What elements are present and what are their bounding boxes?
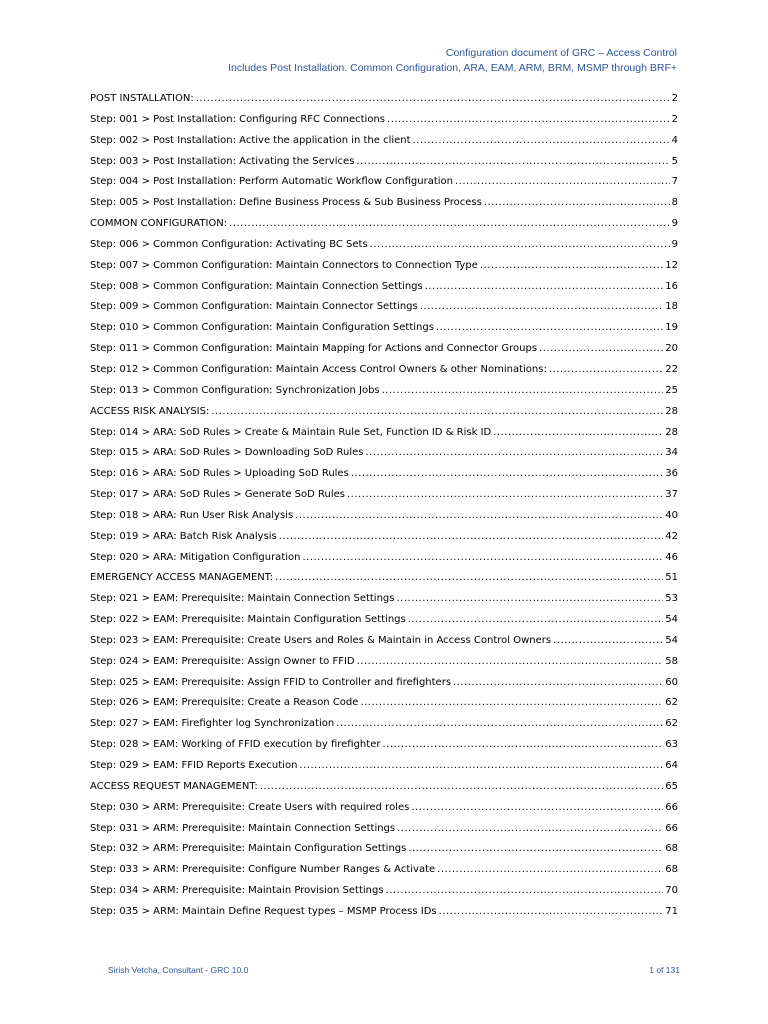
toc-entry-label: Step: 012 > Common Configuration: Maintain Access Control Owners & other Nominations: [90,363,547,375]
toc-dot-leader [370,239,670,250]
toc-dot-leader [411,802,663,813]
toc-entry-page: 34 [665,447,678,459]
toc-entry[interactable] [90,781,678,802]
toc-entry[interactable] [90,593,678,614]
toc-entry-page: 2 [671,113,678,125]
toc-entry-label: Step: 030 > ARM: Prerequisite: Create Users with required roles [90,801,410,813]
toc-entry-label: POST INSTALLATION: [90,93,194,104]
toc-entry[interactable] [90,906,678,927]
toc-dot-leader [408,843,663,854]
toc-entry-page: 60 [665,676,678,688]
toc-entry[interactable] [90,260,678,281]
toc-entry-label: Step: 009 > Common Configuration: Maintain Connector Settings [90,301,418,313]
toc-entry-page: 19 [665,322,678,334]
toc-dot-leader [386,885,664,896]
toc-entry-page: 68 [665,843,678,855]
toc-entry-page: 40 [665,509,678,521]
toc-dot-leader [408,614,664,625]
toc-entry-page: 9 [671,218,678,230]
header-subtitle: Includes Post Installation. Common Configuration, ARA, EAM, ARM, BRM, MSMP through BRF+ [228,62,677,74]
toc-entry-page: 66 [665,801,678,813]
toc-entry[interactable] [90,572,678,593]
footer-author: Sirish Vetcha, Consultant - GRC 10.0 [108,965,249,975]
toc-entry-label: Step: 002 > Post Installation: Active the application in the client [90,134,411,146]
toc-dot-leader [211,406,663,417]
toc-dot-leader [453,677,663,688]
toc-dot-leader [357,656,664,667]
toc-dot-leader [356,156,669,167]
toc-entry-label: Step: 015 > ARA: SoD Rules > Downloading SoD Rules [90,447,364,459]
toc-entry[interactable] [90,364,678,385]
toc-entry-label: Step: 019 > ARA: Batch Risk Analysis [90,530,277,542]
toc-entry-label: Step: 018 > ARA: Run User Risk Analysis [90,509,294,521]
toc-entry[interactable] [90,885,678,906]
toc-dot-leader [360,697,663,708]
toc-entry-label: Step: 027 > EAM: Firefighter log Synchronization [90,718,335,730]
toc-entry-label: EMERGENCY ACCESS MANAGEMENT: [90,572,274,584]
toc-entry-label: Step: 020 > ARA: Mitigation Configuration [90,551,301,563]
toc-entry[interactable] [90,281,678,302]
toc-entry-page: 68 [665,864,678,876]
page-footer [108,965,680,975]
toc-entry-label: Step: 032 > ARM: Prerequisite: Maintain Configuration Settings [90,843,407,855]
toc-entry-label: Step: 028 > EAM: Working of FFID execution by firefighter [90,739,381,751]
toc-entry-page: 70 [665,885,678,897]
toc-dot-leader [299,760,663,771]
toc-entry[interactable] [90,718,678,739]
toc-entry-label: COMMON CONFIGURATION: [90,218,228,230]
toc-entry-label: Step: 025 > EAM: Prerequisite: Assign FFID to Controller and firefighters [90,676,452,688]
toc-entry-label: Step: 021 > EAM: Prerequisite: Maintain Connection Settings [90,593,395,605]
toc-entry-page: 28 [665,405,678,417]
footer-page-number: 1 of 131 [649,965,680,975]
toc-dot-leader [382,739,663,750]
toc-dot-leader [302,552,663,563]
toc-entry[interactable] [90,802,678,823]
toc-dot-leader [396,593,663,604]
toc-dot-leader [413,135,670,146]
toc-entry-page: 58 [665,655,678,667]
toc-entry-page: 51 [665,572,678,584]
toc-entry[interactable] [90,93,678,114]
toc-entry-label: Step: 024 > EAM: Prerequisite: Assign Owner to FFID [90,655,355,667]
toc-entry-page: 9 [671,238,678,250]
toc-entry-label: Step: 016 > ARA: SoD Rules > Uploading SoD Rules [90,468,349,480]
toc-entry[interactable] [90,427,678,448]
toc-entry-label: Step: 010 > Common Configuration: Maintain Configuration Settings [90,322,434,334]
toc-entry-page: 16 [665,280,678,292]
toc-dot-leader [387,114,670,125]
toc-entry-page: 12 [665,259,678,271]
toc-dot-leader [295,510,663,521]
toc-entry-page: 46 [665,551,678,563]
toc-entry-label: Step: 011 > Common Configuration: Maintain Mapping for Actions and Connector Groups [90,343,538,355]
toc-entry[interactable] [90,823,678,844]
toc-entry-label: Step: 035 > ARM: Maintain Define Request types – MSMP Process IDs [90,905,437,917]
toc-entry[interactable] [90,385,678,406]
toc-entry-label: Step: 003 > Post Installation: Activating the Services [90,155,355,167]
toc-entry[interactable] [90,239,678,260]
toc-entry[interactable] [90,176,678,197]
toc-entry[interactable] [90,531,678,552]
toc-entry-page: 62 [665,718,678,730]
toc-entry[interactable] [90,301,678,322]
toc-dot-leader [260,781,664,792]
table-of-contents [90,93,678,927]
toc-entry[interactable] [90,677,678,698]
toc-entry-label: Step: 026 > EAM: Prerequisite: Create a Reason Code [90,697,359,709]
toc-entry-page: 20 [665,343,678,355]
toc-entry[interactable] [90,406,678,427]
toc-entry-page: 4 [671,134,678,146]
toc-entry-label: Step: 017 > ARA: SoD Rules > Generate SoD Rules [90,489,345,501]
toc-entry-label: Step: 029 > EAM: FFID Reports Execution [90,760,298,771]
toc-entry[interactable] [90,156,678,177]
toc-entry-label: Step: 006 > Common Configuration: Activating BC Sets [90,238,368,250]
toc-entry[interactable] [90,635,678,656]
toc-entry[interactable] [90,489,678,510]
toc-entry-label: Step: 031 > ARM: Prerequisite: Maintain Connection Settings [90,822,396,834]
toc-dot-leader [437,864,663,875]
toc-entry-page: 22 [665,363,678,375]
toc-entry[interactable] [90,468,678,489]
toc-entry[interactable] [90,343,678,364]
toc-dot-leader [336,718,663,729]
toc-entry-page: 71 [665,905,678,917]
toc-entry[interactable] [90,697,678,718]
toc-entry-label: Step: 004 > Post Installation: Perform Automatic Workflow Configuration [90,176,453,188]
toc-entry-label: Step: 007 > Common Configuration: Maintain Connectors to Connection Type [90,259,478,271]
page-header [228,46,677,76]
toc-entry-page: 37 [665,489,678,501]
toc-dot-leader [455,176,670,187]
toc-dot-leader [397,823,663,834]
toc-entry-page: 8 [671,197,678,209]
toc-entry-page: 64 [665,760,678,771]
toc-entry-label: Step: 022 > EAM: Prerequisite: Maintain Configuration Settings [90,614,406,626]
toc-dot-leader [275,572,663,583]
toc-dot-leader [420,301,664,312]
toc-entry[interactable] [90,864,678,885]
toc-entry[interactable] [90,656,678,677]
toc-entry-page: 36 [665,468,678,480]
toc-entry-label: Step: 033 > ARM: Prerequisite: Configure Number Ranges & Activate [90,864,436,876]
toc-dot-leader [365,447,663,458]
toc-entry-label: Step: 034 > ARM: Prerequisite: Maintain Provision Settings [90,885,384,897]
toc-entry-page: 65 [665,780,678,792]
toc-dot-leader [229,218,669,229]
toc-entry[interactable] [90,739,678,760]
toc-entry[interactable] [90,552,678,573]
toc-entry-page: 18 [665,301,678,313]
toc-entry[interactable] [90,322,678,343]
toc-entry-label: Step: 008 > Common Configuration: Maintain Connection Settings [90,280,423,292]
toc-entry-page: 25 [665,384,678,396]
toc-entry-page: 66 [665,822,678,834]
toc-dot-leader [279,531,663,542]
toc-entry-page: 53 [665,593,678,605]
toc-entry-label: Step: 005 > Post Installation: Define Business Process & Sub Business Process [90,197,482,209]
toc-entry-page: 2 [671,93,678,104]
toc-entry-page: 7 [671,176,678,188]
toc-dot-leader [196,93,670,104]
toc-entry[interactable] [90,760,678,781]
toc-entry-page: 62 [665,697,678,709]
toc-dot-leader [553,635,663,646]
toc-dot-leader [539,343,663,354]
toc-entry-label: Step: 001 > Post Installation: Configuring RFC Connections [90,113,386,125]
toc-entry[interactable] [90,135,678,156]
toc-entry-label: Step: 013 > Common Configuration: Synchronization Jobs [90,384,380,396]
toc-dot-leader [439,906,664,917]
toc-entry-page: 28 [665,426,678,438]
toc-dot-leader [484,197,670,208]
toc-entry-page: 54 [665,634,678,646]
toc-entry[interactable] [90,843,678,864]
toc-entry-label: ACCESS RISK ANALYSIS: [90,405,210,417]
toc-entry[interactable] [90,197,678,218]
toc-entry-label: ACCESS REQUEST MANAGEMENT: [90,780,258,792]
toc-dot-leader [549,364,663,375]
header-title: Configuration document of GRC – Access Control [445,47,677,59]
toc-entry-page: 5 [671,155,678,167]
toc-dot-leader [436,322,663,333]
toc-entry[interactable] [90,114,678,135]
toc-entry[interactable] [90,218,678,239]
toc-entry-label: Step: 014 > ARA: SoD Rules > Create & Maintain Rule Set, Function ID & Risk ID [90,426,492,438]
toc-dot-leader [493,427,663,438]
toc-entry-label: Step: 023 > EAM: Prerequisite: Create Users and Roles & Maintain in Access Control Owners [90,634,552,646]
toc-dot-leader [425,281,664,292]
toc-entry-page: 63 [665,739,678,751]
toc-entry[interactable] [90,510,678,531]
toc-entry-page: 54 [665,614,678,626]
toc-entry-page: 42 [665,530,678,542]
toc-entry[interactable] [90,614,678,635]
toc-dot-leader [480,260,663,271]
toc-dot-leader [382,385,664,396]
toc-dot-leader [347,489,663,500]
toc-dot-leader [351,468,663,479]
toc-entry[interactable] [90,447,678,468]
